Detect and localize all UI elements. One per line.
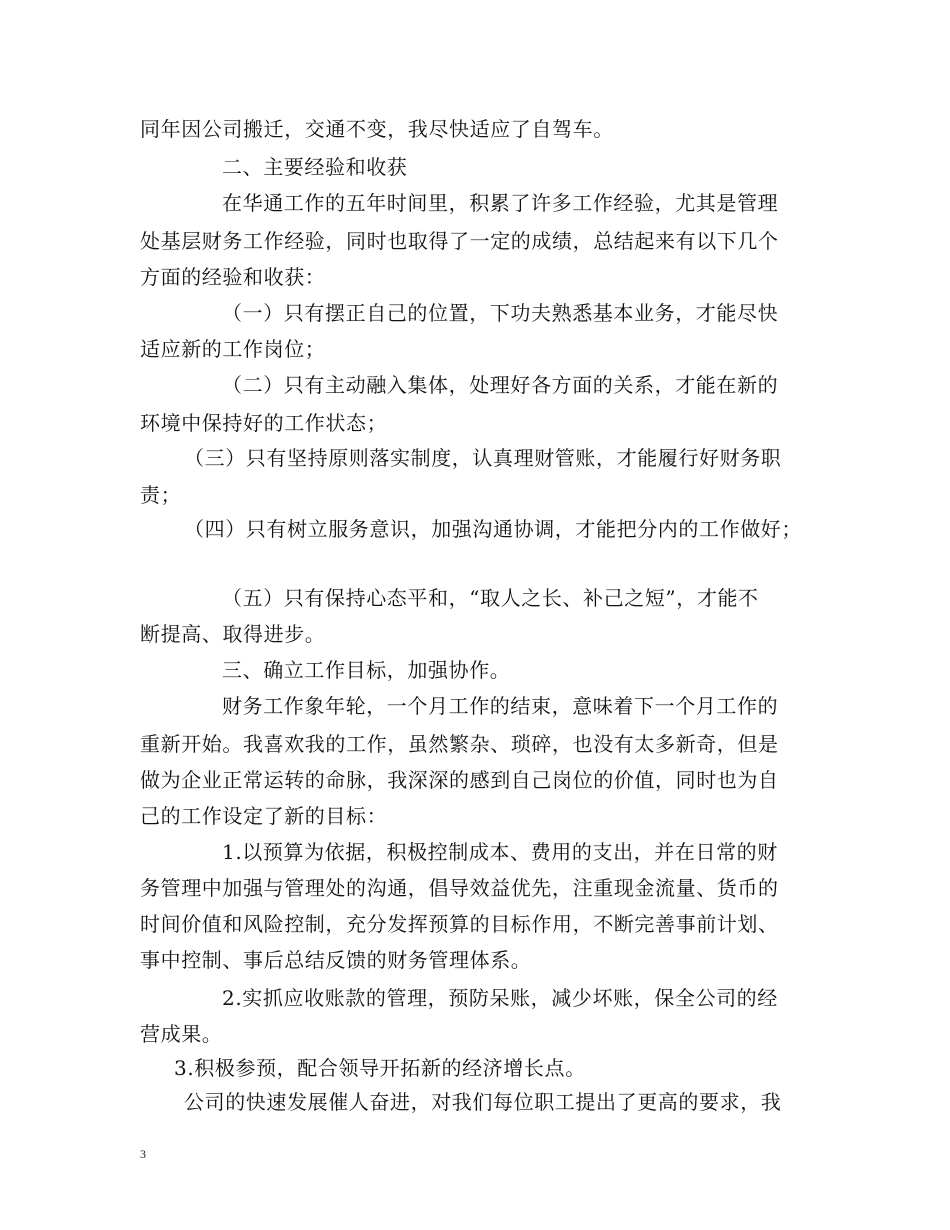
paragraph-line: 方面的经验和收获：: [140, 265, 326, 289]
section-heading: 二、主要经验和收获: [222, 155, 408, 179]
paragraph-line: 己的工作设定了新的目标：: [140, 804, 388, 828]
paragraph-line: 公司的快速发展催人奋进，对我们每位职工提出了更高的要求，我: [184, 1090, 782, 1114]
paragraph-line: 财务工作象年轮，一个月工作的结束，意味着下一个月工作的: [222, 694, 779, 718]
section-heading: 三、确立工作目标，加强协作。: [222, 658, 511, 682]
list-item-continuation: 适应新的工作岗位；: [140, 337, 326, 361]
list-item-continuation: 事中控制、事后总结反馈的财务管理体系。: [140, 948, 532, 972]
paragraph-line: 重新开始。我喜欢我的工作，虽然繁杂、琐碎，也没有太多新奇，但是: [140, 732, 779, 756]
list-item: （四）只有树立服务意识，加强沟通协调，才能把分内的工作做好；: [184, 517, 802, 541]
list-item-continuation: 环境中保持好的工作状态；: [140, 411, 388, 435]
list-item-continuation: 务管理中加强与管理处的沟通，倡导效益优先，注重现金流量、货币的: [140, 876, 779, 900]
paragraph-line: 处基层财务工作经验，同时也取得了一定的成绩，总结起来有以下几个: [140, 229, 779, 253]
paragraph-line: 在华通工作的五年时间里，积累了许多工作经验，尤其是管理: [222, 191, 779, 215]
list-item-continuation: 责；: [140, 483, 182, 507]
list-item: （二）只有主动融入集体，处理好各方面的关系，才能在新的: [222, 373, 779, 397]
paragraph-line: 做为企业正常运转的命脉，我深深的感到自己岗位的价值，同时也为自: [140, 768, 779, 792]
list-item: （一）只有摆正自己的位置，下功夫熟悉基本业务，才能尽快: [222, 301, 779, 325]
list-item-continuation: 营成果。: [140, 1022, 223, 1046]
list-item: 2.实抓应收账款的管理，预防呆账，减少坏账，保全公司的经: [222, 986, 778, 1010]
page-number: 3: [140, 1147, 146, 1161]
list-item-continuation: 时间价值和风险控制，充分发挥预算的目标作用，不断完善事前计划、: [140, 912, 779, 936]
paragraph-line: 同年因公司搬迁，交通不变，我尽快适应了自驾车。: [140, 117, 614, 141]
list-item: （三）只有坚持原则落实制度，认真理财管账，才能履行好财务职: [184, 446, 782, 470]
list-item: 3.积极参预，配合领导开拓新的经济增长点。: [174, 1056, 586, 1080]
list-item: 1.以预算为依据，积极控制成本、费用的支出，并在日常的财: [222, 840, 778, 864]
list-item-continuation: 断提高、取得进步。: [140, 622, 326, 646]
list-item: （五）只有保持心态平和，“取人之长、补己之短”，才能不: [222, 586, 759, 610]
